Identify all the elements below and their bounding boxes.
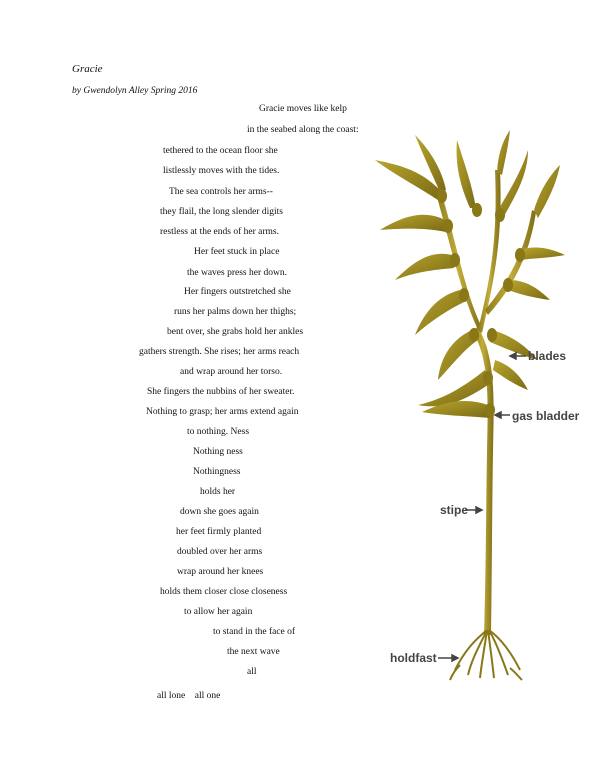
poem-line: Nothingness bbox=[193, 467, 241, 477]
poem-line: wrap around her knees bbox=[177, 567, 264, 577]
poem-line: holds them closer close closeness bbox=[160, 587, 288, 597]
poem-line: and wrap around her torso. bbox=[180, 367, 283, 377]
poem-line: The sea controls her arms-- bbox=[169, 187, 273, 197]
poem-line: they flail, the long slender digits bbox=[160, 207, 283, 217]
poem-line: Nothing ness bbox=[193, 447, 243, 457]
poem-line: Her fingers outstretched she bbox=[184, 287, 291, 297]
poem-line: doubled over her arms bbox=[177, 547, 263, 557]
kelp-label-stipe: stipe bbox=[440, 503, 469, 517]
poem-line: gathers strength. She rises; her arms reach bbox=[139, 347, 300, 357]
poem-line: the next wave bbox=[227, 647, 280, 657]
poem-line: runs her palms down her thighs; bbox=[174, 307, 297, 317]
poem-line: restless at the ends of her arms. bbox=[160, 227, 279, 237]
poem-line: Gracie moves like kelp bbox=[259, 104, 347, 114]
poem-line: to allow her again bbox=[184, 607, 253, 617]
poem-line: all bbox=[247, 667, 257, 677]
poem-line: Her feet stuck in place bbox=[194, 247, 280, 257]
poem-title: Gracie bbox=[72, 63, 103, 75]
poem-line: her feet firmly planted bbox=[176, 527, 262, 537]
poem-line: Nothing to grasp; her arms extend again bbox=[146, 407, 299, 417]
poem-line: down she goes again bbox=[180, 507, 259, 517]
kelp-label-gas-bladder: gas bladder bbox=[512, 409, 580, 423]
poem-line: the waves press her down. bbox=[187, 268, 287, 278]
poem-line: tethered to the ocean floor she bbox=[163, 146, 278, 156]
poem-line: holds her bbox=[200, 487, 236, 497]
poem-byline: by Gwendolyn Alley Spring 2016 bbox=[72, 86, 198, 96]
poem-line: listlessly moves with the tides. bbox=[163, 166, 280, 176]
kelp-label-blades: blades bbox=[528, 349, 567, 363]
poem-line: bent over, she grabs hold her ankles bbox=[167, 327, 304, 337]
poem-line: She fingers the nubbins of her sweater. bbox=[147, 387, 295, 397]
kelp-holdfast-shape bbox=[450, 630, 522, 680]
poem-line: in the seabed along the coast: bbox=[247, 125, 359, 135]
kelp-blades-shape bbox=[375, 130, 565, 418]
kelp-label-holdfast: holdfast bbox=[390, 651, 437, 665]
poem-line: to nothing. Ness bbox=[187, 427, 250, 437]
poem-line: all lone all one bbox=[157, 691, 221, 701]
poem-line: to stand in the face of bbox=[213, 627, 296, 637]
kelp-diagram bbox=[360, 130, 580, 690]
